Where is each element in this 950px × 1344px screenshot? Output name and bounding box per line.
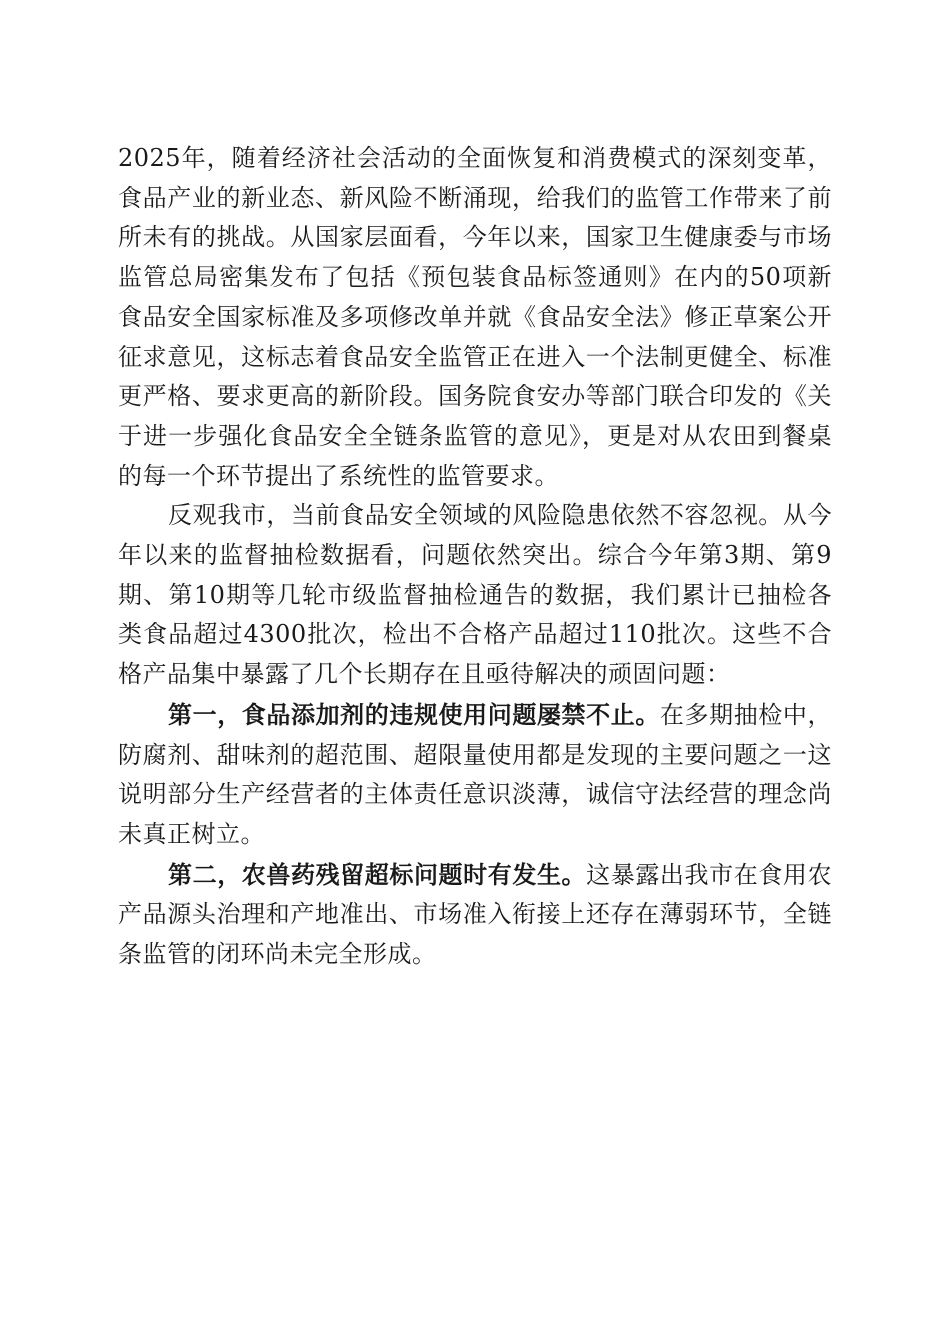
paragraph-4-lead: 第二，农兽药残留超标问题时有发生。 bbox=[168, 859, 587, 889]
paragraph-3-text: 在多期抽检中，防腐剂、甜味剂的超范围、超限量使用都是发现的主要问题之一这说明部分生产经营者的主体责任意识淡薄，诚信守法经营的理念尚未真正树立。 bbox=[118, 700, 832, 848]
document-body bbox=[118, 139, 832, 975]
paragraph-1-text: 2025年，随着经济社会活动的全面恢复和消费模式的深刻变革，食品产业的新业态、新风险不断涌现，给我们的监管工作带来了前所未有的挑战。从国家层面看，今年以来，国家卫生健康委与市场监管总局密集发布了包括《预包装食品标签通则》在内的50项新食品安全国家标准及多项修改单并就《食品安全法》修正草案公开征求意见，这标志着食品安全监管正在进入一个法制更健全、标准更严格、要求更高的新阶段。国务院食安办等部门联合印发的《关于进一步强化食品安全全链条监管的意见》，更是对从农田到餐桌的每一个环节提出了系统性的监管要求。 bbox=[118, 144, 832, 490]
paragraph-3-lead: 第一，食品添加剂的违规使用问题屡禁不止。 bbox=[168, 699, 660, 729]
paragraph-1 bbox=[118, 139, 832, 496]
paragraph-2 bbox=[118, 496, 832, 695]
paragraph-4-text: 这暴露出我市在食用农产品源头治理和产地准出、市场准入衔接上还存在薄弱环节，全链条监管的闭环尚未完全形成。 bbox=[118, 860, 833, 969]
paragraph-3 bbox=[118, 695, 832, 855]
paragraph-2-text: 反观我市，当前食品安全领域的风险隐患依然不容忽视。从今年以来的监督抽检数据看，问题依然突出。综合今年第3期、第9期、第10期等几轮市级监督抽检通告的数据，我们累计已抽检各类食品超过4300批次，检出不合格产品超过110批次。这些不合格产品集中暴露了几个长期存在且亟待解决的顽固问题： bbox=[118, 501, 832, 689]
paragraph-4 bbox=[118, 855, 832, 975]
